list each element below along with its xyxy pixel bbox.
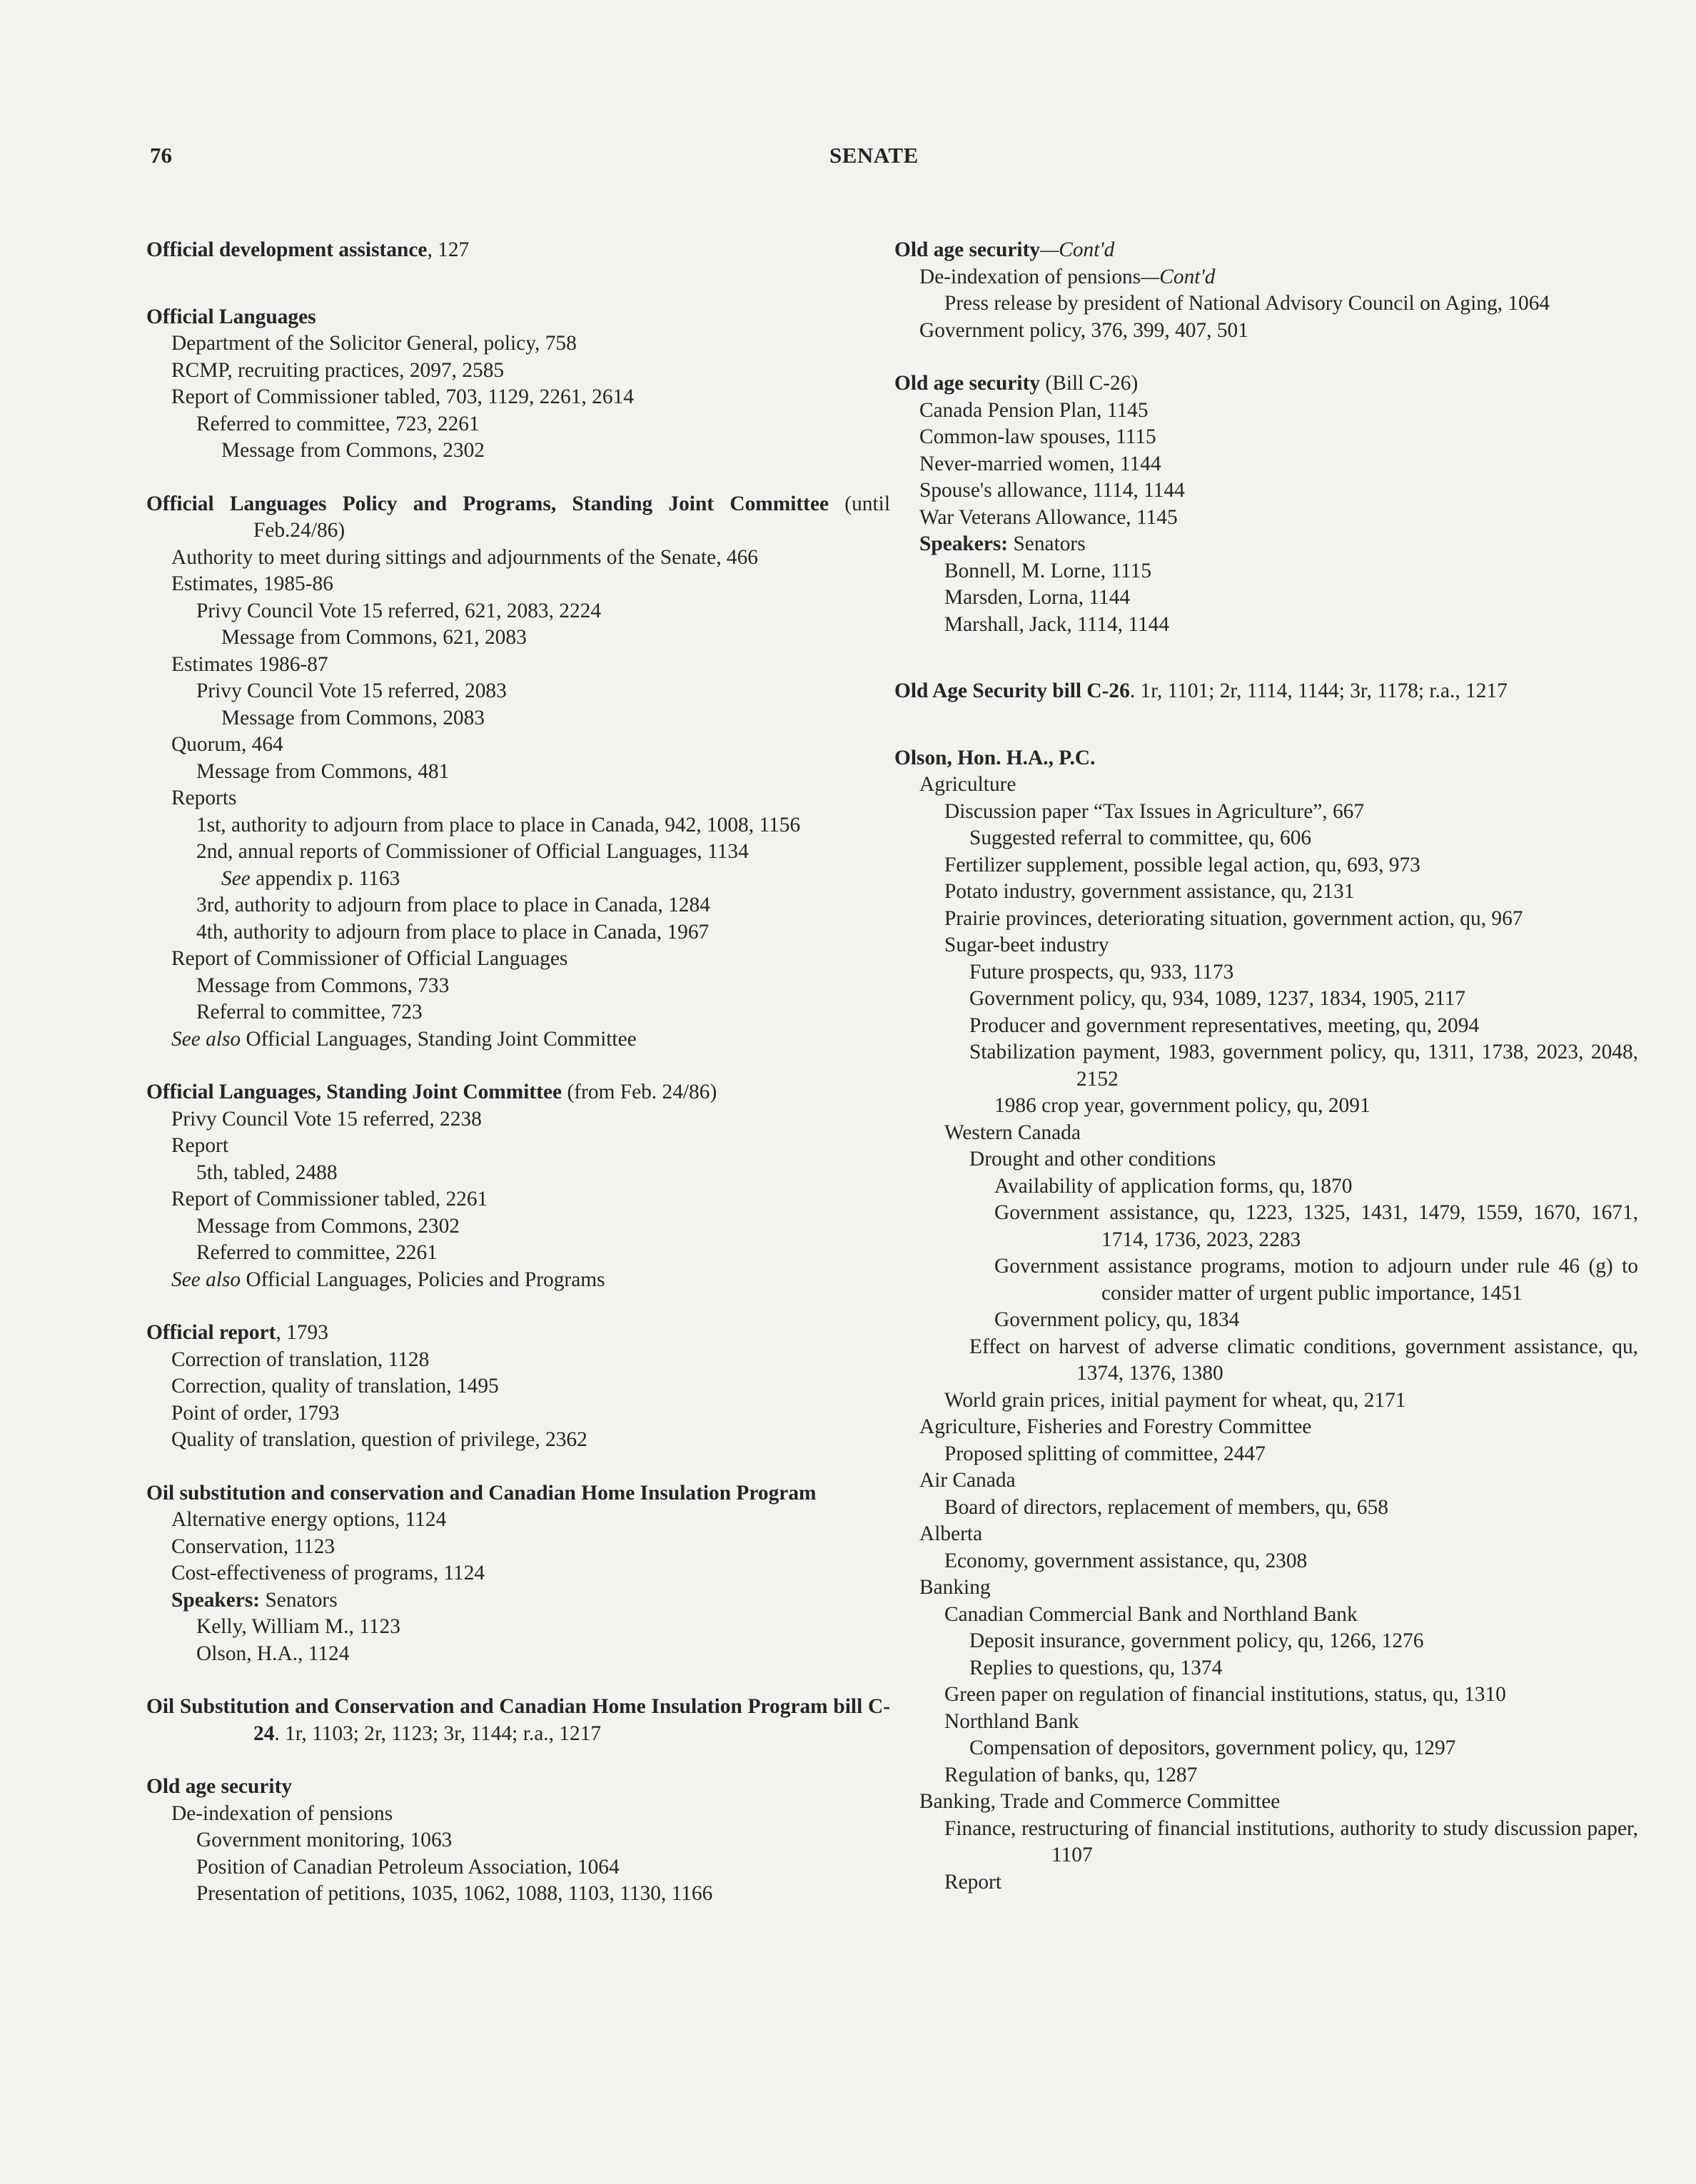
- index-entry: [146, 1774, 890, 1908]
- index-column-left: [146, 237, 890, 1934]
- entry-heading-title: Oil substitution and conservation and Canadian Home Insulation Program: [146, 1481, 817, 1505]
- subentry: Report of Commissioner tabled, 2261: [171, 1188, 488, 1210]
- subentry: Message from Commons, 2083: [221, 706, 485, 729]
- subentry: Banking: [919, 1576, 991, 1599]
- subentry: Government policy, 376, 399, 407, 501: [919, 318, 1248, 342]
- subentry: Canada Pension Plan, 1145: [919, 398, 1149, 422]
- subentry: World grain prices, initial payment for wheat, qu, 2171: [944, 1388, 1406, 1412]
- see-also-target: Official Languages, Policies and Programs: [246, 1268, 605, 1291]
- subentry: 1st, authority to adjourn from place to place in Canada, 942, 1008, 1156: [196, 813, 801, 836]
- subentry: Sugar-beet industry: [944, 934, 1109, 956]
- subentry: Position of Canadian Petroleum Association, 1064: [196, 1855, 620, 1879]
- speaker: Bonnell, M. Lorne, 1115: [944, 559, 1152, 582]
- entry-heading: [146, 304, 890, 331]
- entry-heading-pages: . 1r, 1103; 2r, 1123; 3r, 1144; r.a., 1217: [274, 1722, 602, 1745]
- see-also-label: See also: [171, 1268, 241, 1291]
- subentry: Report of Commissioner of Official Languages: [171, 947, 568, 970]
- subentry: Estimates 1986-87: [171, 652, 328, 676]
- see-label: See: [221, 866, 251, 890]
- subentry: War Veterans Allowance, 1145: [919, 505, 1178, 529]
- index-entry: [146, 1079, 890, 1293]
- subentry: Quorum, 464: [171, 733, 283, 756]
- subentry: Message from Commons, 2302: [196, 1214, 460, 1238]
- subentry: Government monitoring, 1063: [196, 1829, 453, 1851]
- index-entry: [146, 1480, 890, 1668]
- subentry: Finance, restructuring of financial institutions, authority to study discussion paper, 1107: [944, 1816, 1638, 1866]
- subentry: Quality of translation, question of privilege, 2362: [171, 1428, 587, 1451]
- subentry: Proposed splitting of committee, 2447: [944, 1442, 1266, 1465]
- subentry: Deposit insurance, government policy, qu, 1266, 1276: [969, 1629, 1424, 1652]
- entry-heading-pages: , 1793: [276, 1321, 328, 1344]
- subentry: Replies to questions, qu, 1374: [969, 1656, 1223, 1679]
- subentry: Correction of translation, 1128: [171, 1348, 430, 1371]
- see-also-label: See also: [171, 1027, 241, 1051]
- subentry: Message from Commons, 621, 2083: [221, 626, 527, 649]
- subentry: Drought and other conditions: [969, 1148, 1216, 1171]
- speakers-label: Speakers:: [919, 532, 1009, 555]
- subentry: Government policy, qu, 934, 1089, 1237, 1834, 1905, 2117: [969, 987, 1465, 1010]
- entry-heading-title: Official Languages Policy and Programs, Standing Joint Committee: [146, 492, 829, 515]
- speaker: Kelly, William M., 1123: [196, 1615, 400, 1638]
- subentry: Conservation, 1123: [171, 1535, 335, 1558]
- subentry: Banking, Trade and Commerce Committee: [919, 1790, 1281, 1813]
- subentry: RCMP, recruiting practices, 2097, 2585: [171, 358, 505, 382]
- entry-heading: [146, 1320, 890, 1347]
- subentry: Northland Bank: [944, 1709, 1079, 1733]
- subentry: Alberta: [919, 1522, 983, 1545]
- subentry: Referred to committee, 723, 2261: [196, 412, 480, 435]
- subentry: Producer and government representatives, meeting, qu, 2094: [969, 1013, 1480, 1037]
- entry-heading-title: Old age security: [894, 372, 1041, 395]
- subentry: Discussion paper “Tax Issues in Agriculture”, 667: [944, 799, 1365, 823]
- entry-heading-title: Old age security: [894, 238, 1041, 261]
- subentry: Privy Council Vote 15 referred, 2083: [196, 679, 507, 702]
- subentry: Never-married women, 1144: [919, 452, 1161, 475]
- subentry: Correction, quality of translation, 1495: [171, 1375, 499, 1397]
- entry-heading-pages: (until Feb.24/86): [253, 492, 890, 542]
- subentry: Future prospects, qu, 933, 1173: [969, 960, 1234, 984]
- entry-heading-title: Official report: [146, 1321, 276, 1344]
- entry-heading: [146, 237, 890, 264]
- index-entry: [146, 237, 890, 264]
- subentry: Report: [944, 1870, 1001, 1894]
- speakers-line: [894, 531, 1638, 558]
- speakers-label: Speakers:: [171, 1588, 261, 1612]
- index-column-right: [894, 237, 1638, 1922]
- subentry: Privy Council Vote 15 referred, 621, 2083, 2224: [196, 599, 602, 622]
- subentry: De-indexation of pensions: [171, 1801, 393, 1825]
- subentry: Fertilizer supplement, possible legal action, qu, 693, 973: [944, 853, 1420, 876]
- subentry: Cost-effectiveness of programs, 1124: [171, 1562, 485, 1584]
- entry-heading: [146, 1694, 890, 1747]
- cross-reference: [146, 1267, 890, 1294]
- entry-heading-title: Old Age Security bill C-26: [894, 679, 1130, 702]
- subentry: Compensation of depositors, government policy, qu, 1297: [969, 1736, 1456, 1759]
- page-number: 76: [150, 143, 172, 168]
- subentry: Authority to meet during sittings and adjournments of the Senate, 466: [171, 545, 758, 569]
- cross-reference: [146, 866, 890, 893]
- subentry: Spouse's allowance, 1114, 1144: [919, 479, 1185, 502]
- running-head: SENATE: [829, 143, 919, 168]
- entry-heading: [146, 1774, 890, 1801]
- subentry: Agriculture: [919, 773, 1016, 796]
- subentry: Referred to committee, 2261: [196, 1241, 438, 1264]
- entry-heading-pages: (Bill C-26): [1040, 372, 1139, 395]
- subentry: Privy Council Vote 15 referred, 2238: [171, 1107, 482, 1131]
- entry-heading: [894, 678, 1638, 705]
- subentry: Government policy, qu, 1834: [994, 1308, 1240, 1331]
- entry-heading-pages: . 1r, 1101; 2r, 1114, 1144; 3r, 1178; r.a., 1217: [1129, 679, 1508, 702]
- see-target: appendix p. 1163: [256, 866, 400, 890]
- index-entry: [894, 745, 1638, 1896]
- speakers-title: Senators: [260, 1588, 338, 1612]
- subentry: Reports: [171, 787, 237, 809]
- entry-heading-title: Olson, Hon. H.A., P.C.: [894, 746, 1096, 769]
- continued-marker: —Cont'd: [1141, 265, 1216, 288]
- see-also-target: Official Languages, Standing Joint Committee: [246, 1027, 637, 1051]
- entry-heading: [146, 1079, 890, 1106]
- subentry: Department of the Solicitor General, policy, 758: [171, 332, 577, 355]
- speaker: Olson, H.A., 1124: [196, 1642, 350, 1665]
- subentry: Report of Commissioner tabled, 703, 1129, 2261, 2614: [171, 385, 634, 408]
- subentry: Agriculture, Fisheries and Forestry Committee: [919, 1415, 1312, 1438]
- subentry: Suggested referral to committee, qu, 606: [969, 826, 1312, 849]
- subentry: Availability of application forms, qu, 1870: [994, 1174, 1353, 1198]
- entry-heading: [894, 745, 1638, 772]
- subentry: Referral to committee, 723: [196, 1001, 423, 1023]
- continued-marker: —Cont'd: [1040, 238, 1115, 261]
- index-entry: [146, 304, 890, 465]
- subentry: Canadian Commercial Bank and Northland Bank: [944, 1602, 1358, 1626]
- entry-heading-pages: (from Feb. 24/86): [562, 1081, 717, 1103]
- subentry: 5th, tabled, 2488: [196, 1161, 338, 1184]
- subentry: Potato industry, government assistance, qu, 2131: [944, 880, 1355, 903]
- subentry: Green paper on regulation of financial institutions, status, qu, 1310: [944, 1683, 1506, 1706]
- entry-heading-title: Old age security: [146, 1775, 293, 1798]
- subentry: Common-law spouses, 1115: [919, 425, 1156, 448]
- subentry: Report: [171, 1134, 228, 1157]
- index-entry: [146, 491, 890, 1053]
- subentry: Air Canada: [919, 1469, 1016, 1492]
- subentry: 1986 crop year, government policy, qu, 2091: [994, 1094, 1371, 1117]
- entry-heading-title: Official Languages, Standing Joint Committee: [146, 1081, 562, 1103]
- subentry: Presentation of petitions, 1035, 1062, 1088, 1103, 1130, 1166: [196, 1882, 713, 1905]
- subentry: Estimates, 1985-86: [171, 572, 333, 595]
- subentry: 2nd, annual reports of Commissioner of Official Languages, 1134: [196, 840, 749, 863]
- entry-heading: [146, 491, 890, 545]
- speakers-title: Senators: [1008, 532, 1086, 555]
- index-entry: [894, 678, 1638, 705]
- subentry: Government assistance programs, motion to adjourn under rule 46 (g) to consider matter of urgent public importance, 1451: [994, 1255, 1638, 1305]
- subentry-text: De-indexation of pensions: [919, 265, 1141, 288]
- subentry: Prairie provinces, deteriorating situation, government action, qu, 967: [944, 906, 1523, 930]
- subentry: Regulation of banks, qu, 1287: [944, 1763, 1198, 1786]
- entry-heading-title: Official development assistance: [146, 238, 428, 261]
- subentry: Stabilization payment, 1983, government policy, qu, 1311, 1738, 2023, 2048, 2152: [969, 1041, 1638, 1091]
- subentry: Alternative energy options, 1124: [171, 1508, 447, 1531]
- subentry: Message from Commons, 733: [196, 974, 450, 997]
- subentry: Message from Commons, 481: [196, 759, 450, 783]
- subentry: Message from Commons, 2302: [221, 439, 485, 462]
- index-entry: [146, 1694, 890, 1747]
- index-entry: [894, 237, 1638, 344]
- speaker: Marsden, Lorna, 1144: [944, 586, 1131, 609]
- cross-reference: [146, 1026, 890, 1053]
- speakers-line: [146, 1587, 890, 1614]
- subentry: [894, 264, 1638, 291]
- subentry: 4th, authority to adjourn from place to place in Canada, 1967: [196, 920, 710, 944]
- entry-heading-pages: , 127: [427, 238, 470, 261]
- index-entry: [146, 1320, 890, 1454]
- entry-heading-title: Oil Substitution and Conservation and Canadian Home Insulation Program bill C-24: [146, 1695, 890, 1745]
- subentry: 3rd, authority to adjourn from place to place in Canada, 1284: [196, 894, 710, 916]
- entry-heading: [894, 370, 1638, 398]
- entry-heading: [894, 237, 1638, 264]
- entry-heading: [146, 1480, 890, 1507]
- speaker: Marshall, Jack, 1114, 1144: [944, 612, 1170, 636]
- subentry: Economy, government assistance, qu, 2308: [944, 1549, 1308, 1572]
- subentry: Government assistance, qu, 1223, 1325, 1431, 1479, 1559, 1670, 1671, 1714, 1736, 2023, 2283: [994, 1201, 1638, 1251]
- index-entry: [894, 370, 1638, 638]
- subentry: Effect on harvest of adverse climatic conditions, government assistance, qu, 1374, 1376, 1380: [969, 1335, 1638, 1385]
- subentry: Board of directors, replacement of members, qu, 658: [944, 1495, 1388, 1519]
- subentry: Western Canada: [944, 1121, 1081, 1144]
- entry-heading-title: Official Languages: [146, 305, 316, 328]
- subentry: Press release by president of National Advisory Council on Aging, 1064: [944, 292, 1550, 315]
- subentry: Point of order, 1793: [171, 1401, 340, 1425]
